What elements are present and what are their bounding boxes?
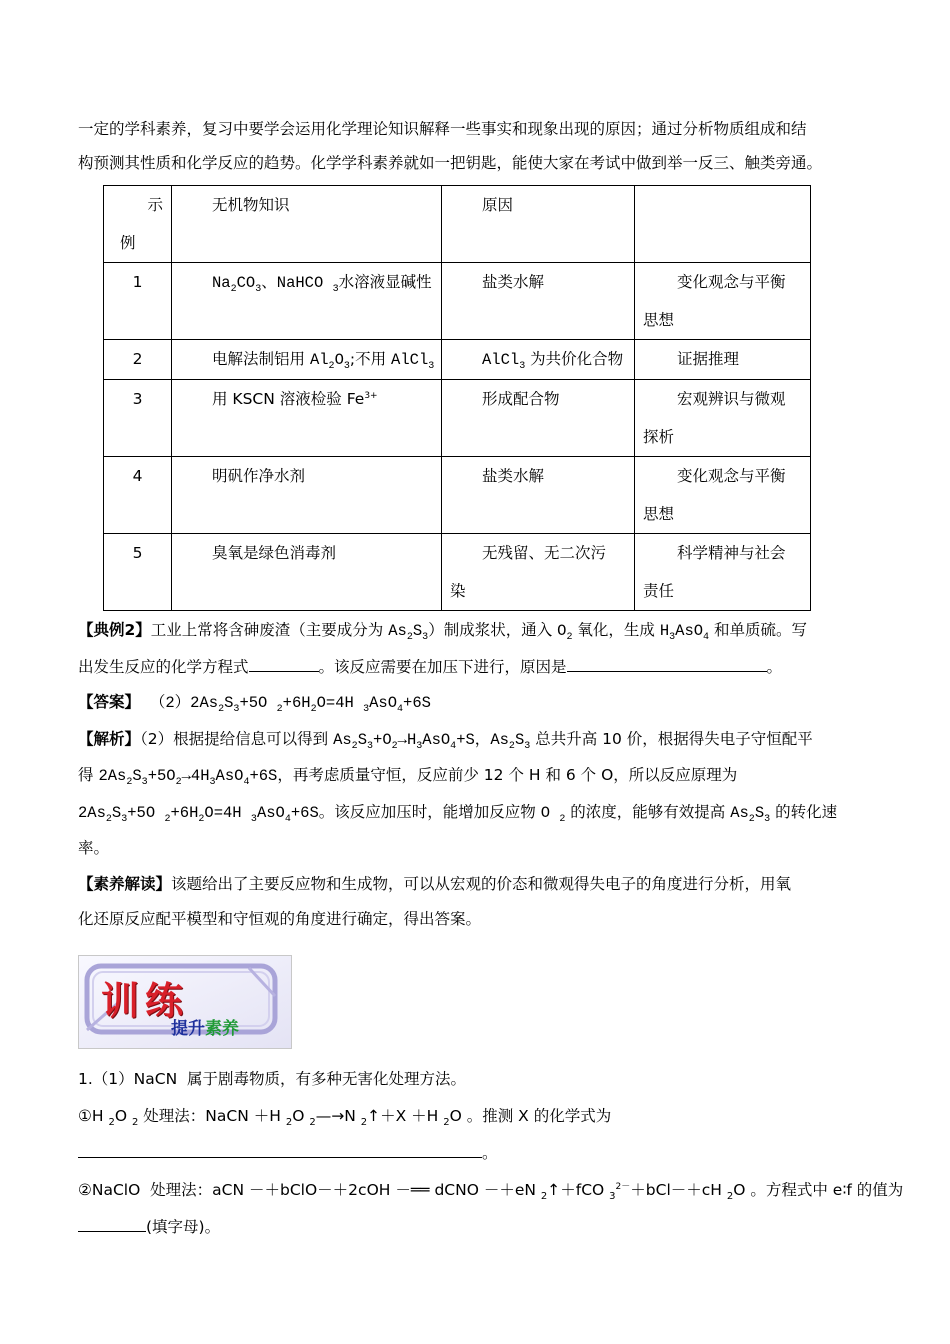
exercise-blank-line-2: [78, 1209, 898, 1246]
literacy-line-2: 化还原反应配平模型和守恒观的角度进行确定，得出答案。: [78, 910, 482, 928]
analysis-line-4: 率。: [78, 839, 110, 857]
table-header-row: [104, 186, 811, 263]
example-question-line-1: 【典例2】工业上常将含砷废渣（主要成分为 $As_2S_3$）制成浆状，通入 $O_2$ 氧化，生成 $H_3AsO_4$ 和单质硫。写: [78, 621, 807, 643]
fill-letter-note: (填字母)。: [146, 1218, 221, 1236]
literacy-line-1: [78, 867, 898, 903]
row-num: 1: [104, 263, 172, 340]
blank-end: 。: [482, 1144, 498, 1162]
literacy-a: 宏观辨识与微观: [677, 390, 786, 408]
header-reason: 原因: [442, 186, 635, 263]
row-knowledge: 用 KSCN 溶液检验 $Fe^{3+}$: [172, 380, 442, 457]
exercise-section: [78, 1061, 904, 1246]
logo-small-b: 素养: [205, 1019, 239, 1039]
analysis-label: 【解析】: [78, 729, 141, 748]
logo-small-text: [171, 1014, 239, 1039]
answer-blank[interactable]: [78, 1213, 146, 1232]
exercise-method-1: ①H $_2$O $_2$ 处理法：NaCN ＋H $_2$O $_2$—→N $_2$↑＋X ＋H $_2$O 。推测 X 的化学式为: [78, 1107, 612, 1128]
intro-line-2: 构预测其性质和化学反应的趋势。化学学科素养就如一把钥匙，能使大家在考试中做到举一反三、触类旁通。: [78, 154, 823, 172]
header-knowledge: 无机物知识: [172, 186, 442, 263]
training-logo: [78, 955, 292, 1049]
literacy-b: 探析: [643, 428, 675, 446]
header-literacy: [635, 186, 811, 263]
question-text-b: 。该反应需要在加压下进行，原因是: [318, 657, 567, 676]
row-knowledge: 明矾作净水剂: [172, 457, 442, 534]
row-reason: 形成配合物: [442, 380, 635, 457]
knowledge-table: [103, 185, 811, 611]
row-num: 4: [104, 457, 172, 534]
answer-line: 【答案】 $(2)2As_2S_3+5O$ $_2+6H_2O=4H$ $_3$AsO$_4$+6S: [78, 693, 431, 715]
literacy-a: 变化观念与平衡: [677, 273, 786, 291]
table-row: [104, 340, 811, 380]
intro-paragraph: [78, 112, 898, 180]
literacy-b: 思想: [643, 505, 675, 523]
row-reason: 盐类水解: [442, 457, 635, 534]
literacy-text-1: 该题给出了主要反应物和生成物，可以从宏观的价态和微观得失电子的角度进行分析，用氧: [171, 874, 792, 893]
row-reason: 盐类水解: [442, 263, 635, 340]
example-2-section: [78, 613, 898, 938]
row-literacy: [635, 457, 811, 534]
row-literacy: [635, 263, 811, 340]
exercise-method-2: ②NaClO 处理法：aCN －＋bClO－＋2cOH －══ dCNO －＋eN $_2$↑＋fCO $_3^{2-}$＋bCl－＋cH $_2$O 。方程式中 e∶f 的值为: [78, 1181, 904, 1202]
literacy-a: 科学精神与社会: [677, 544, 786, 562]
answer-label: 【答案】: [78, 693, 141, 711]
table-row: [104, 263, 811, 340]
exercise-blank-line: [78, 1135, 898, 1172]
analysis-line-1: 【解析】（2）根据提给信息可以得到 $As_2S_3+O_2\to H_3AsO_4+S$，$As_2S_3$ 总共升高 10 价，根据得失电子守恒配平: [78, 729, 813, 752]
question-text-a: 出发生反应的化学方程式: [78, 657, 249, 676]
reason-b: 染: [450, 582, 466, 600]
row-reason: [442, 534, 635, 611]
example-question-line-2: [78, 650, 898, 686]
row-literacy: [635, 380, 811, 457]
row-num: 2: [104, 340, 172, 380]
row-knowledge: 臭氧是绿色消毒剂: [172, 534, 442, 611]
logo-small-a: 提升: [171, 1019, 205, 1039]
example-label: 【典例2】: [78, 621, 151, 639]
question-text-c: 。: [766, 657, 783, 676]
logo-big-text: 训练: [101, 978, 190, 1023]
header-example-a: 示: [147, 196, 163, 214]
exercise-question-1: 1.（1）NaCN 属于剧毒物质，有多种无害化处理方法。: [78, 1070, 467, 1088]
row-literacy: [635, 340, 811, 380]
analysis-line-3: $2As_2S_3+5O$ $_2+6H_2O=4H$ $_3$AsO$_4$+6S。该反应加压时，能增加反应物 O $_2$ 的浓度，能够有效提高 $As_2S_3$ 的转化速: [78, 802, 838, 825]
intro-line-1: 一定的学科素养，复习中要学会运用化学理论知识解释一些事实和现象出现的原因；通过分析物质组成和结: [78, 120, 807, 138]
row-num: 3: [104, 380, 172, 457]
table-row: [104, 534, 811, 611]
row-reason: AlCl$_3$ 为共价化合物: [442, 340, 635, 380]
row-num: 5: [104, 534, 172, 611]
analysis-line-2: 得 $2As_2S_3+5O_2\to 4H_3AsO_4+6S$，再考虑质量守恒，反应前少 12 个 H 和 6 个 O，所以反应原理为: [78, 766, 738, 788]
literacy-b: 思想: [643, 311, 675, 329]
table-row: [104, 380, 811, 457]
literacy-b: 责任: [643, 582, 675, 600]
header-example: [104, 186, 172, 263]
header-example-b: 例: [120, 234, 136, 252]
reason-a: 无残留、无二次污: [482, 544, 607, 562]
literacy-a: 变化观念与平衡: [677, 467, 786, 485]
answer-blank[interactable]: [78, 1139, 482, 1158]
row-literacy: [635, 534, 811, 611]
literacy-label: 【素养解读】: [78, 874, 172, 893]
literacy-a: 证据推理: [677, 350, 740, 368]
table-row: [104, 457, 811, 534]
row-knowledge: 电解法制铝用 $Al_2O_3$;不用 AlCl$_3$: [172, 340, 442, 380]
answer-blank[interactable]: [249, 653, 319, 672]
row-knowledge: $Na_2CO_3$、NaHCO $_3$水溶液显碱性: [172, 263, 442, 340]
answer-blank[interactable]: [567, 653, 767, 672]
